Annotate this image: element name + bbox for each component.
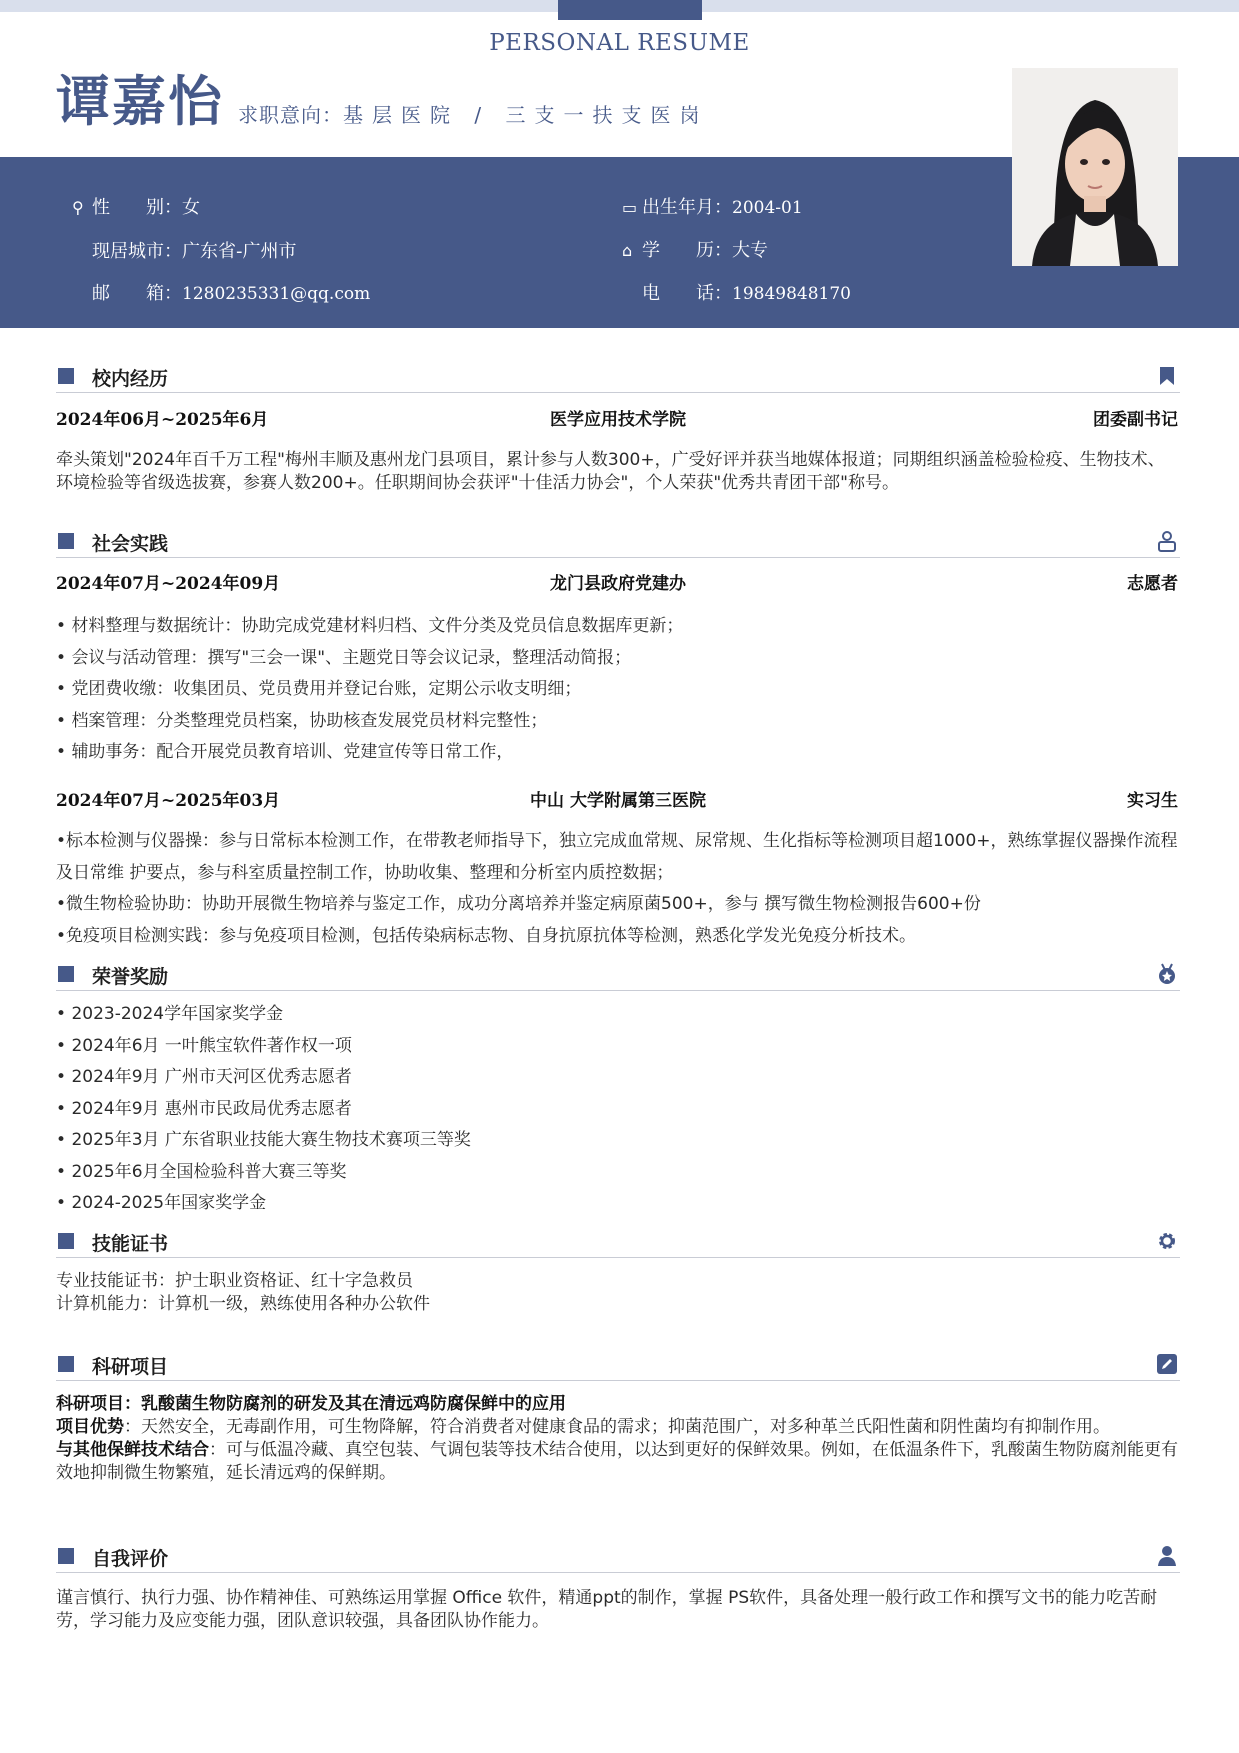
info-city <box>72 237 297 263</box>
practice-row-1 <box>56 569 1180 595</box>
section-title: 荣誉奖励 <box>92 966 169 988</box>
list-item: • 2025年3月 广东省职业技能大赛生物技术赛项三等奖 <box>56 1125 1180 1157</box>
section-skills <box>56 1227 1180 1258</box>
list-item: • 2024年9月 惠州市民政局优秀志愿者 <box>56 1094 1180 1126</box>
section-campus <box>56 362 1180 393</box>
section-self <box>56 1542 1180 1573</box>
research-combination-label: 与其他保鲜技术结合 <box>56 1440 209 1460</box>
list-item: • 微生物检验协助：协助开展微生物培养与鉴定工作，成功分离培养并鉴定病原菌500+，参与 撰写微生物检测报告600+份 <box>56 889 1180 921</box>
campus-role: 团委副书记 <box>1093 410 1178 430</box>
research-combination <box>56 1439 1180 1485</box>
user-icon <box>1156 1545 1178 1567</box>
city-label: 现居城市： <box>92 241 182 262</box>
graduation-cap-icon: ⌂ <box>622 241 633 260</box>
research-body <box>56 1393 1180 1485</box>
profile-photo <box>1012 68 1178 266</box>
person-badge-icon <box>1156 530 1178 552</box>
section-practice <box>56 527 1180 558</box>
practice-org: 龙门县政府党建办 <box>550 574 686 594</box>
info-gender <box>72 193 200 219</box>
candidate-name: 谭嘉怡 <box>56 70 224 133</box>
campus-description: 牵头策划"2024年百千万工程"梅州丰顺及惠州龙门县项目，累计参与人数300+，广受好评并获当地媒体报道；同期组织涵盖检验检疫、生物技术、环境检验等省级选拔赛，参赛人数200+。任职期间协会获评"十佳活力协会"，个人荣获"优秀共青团干部"称号。 <box>56 450 1165 493</box>
section-marker <box>58 1356 74 1372</box>
phone-label: 电 话： <box>642 283 732 304</box>
gender-label: 性 别： <box>92 197 182 218</box>
campus-org: 医学应用技术学院 <box>550 410 686 430</box>
research-project-label: 科研项目： <box>56 1394 141 1414</box>
list-item: • 辅助事务：配合开展党员教育培训、党建宣传等日常工作， <box>56 737 1180 769</box>
list-item: • 标本检测与仪器操：参与日常标本检测工作，在带教老师指导下，独立完成血常规、尿常规、生化指标等检测项目超1000+，熟练掌握仪器操作流程及日常维 护要点，参与科室质量控制工作，协助收集、整理和分析室内质控数据； <box>56 826 1180 889</box>
job-intent-value: 基层医院 / 三支一扶支医岗 <box>343 103 709 127</box>
list-item: • 2024-2025年国家奖学金 <box>56 1188 1180 1220</box>
section-marker <box>58 533 74 549</box>
research-combination-text: ：可与低温冷藏、真空包装、气调包装等技术结合使用，以达到更好的保鲜效果。例如，在低温条件下，乳酸菌生物防腐剂能更有效地抑制微生物繁殖，延长清远鸡的保鲜期。 <box>56 1440 1178 1483</box>
list-item: • 2023-2024学年国家奖学金 <box>56 999 1180 1031</box>
medal-icon <box>1156 963 1178 985</box>
self-evaluation: 谨言慎行、执行力强、协作精神佳、可熟练运用掌握 Office 软件，精通ppt的制作，掌握 PS软件，具备处理一般行政工作和撰写文书的能力吃苦耐劳，学习能力及应变能力强，团队意识较强，具备团队协作能力。 <box>56 1588 1158 1631</box>
practice-org: 中山 大学附属第三医院 <box>530 791 706 811</box>
gender-value: 女 <box>182 197 200 218</box>
honors-list <box>56 999 1180 1220</box>
job-intent <box>238 99 708 128</box>
info-birth <box>622 193 803 219</box>
practice-row-2 <box>56 786 1180 812</box>
section-marker <box>58 1233 74 1249</box>
list-item: • 2024年9月 广州市天河区优秀志愿者 <box>56 1062 1180 1094</box>
skills-lines <box>56 1270 1180 1316</box>
research-advantage-text: ：天然安全，无毒副作用，可生物降解，符合消费者对健康食品的需求；抑菌范围广，对多种革兰氏阳性菌和阴性菌均有抑制作用。 <box>124 1417 1110 1437</box>
practice-role: 志愿者 <box>1127 574 1178 594</box>
edit-icon <box>1156 1353 1178 1375</box>
practice-date: 2024年07月~2024年09月 <box>56 574 281 594</box>
section-marker <box>58 1548 74 1564</box>
practice-date: 2024年07月~2025年03月 <box>56 791 281 811</box>
list-item: • 档案管理：分类整理党员档案，协助核查发展党员材料完整性； <box>56 706 1180 738</box>
research-advantage <box>56 1416 1180 1439</box>
list-item: • 2024年6月 一叶熊宝软件著作权一项 <box>56 1031 1180 1063</box>
bookmark-icon <box>1156 365 1178 387</box>
list-item: • 免疫项目检测实践：参与免疫项目检测，包括传染病标志物、自身抗原抗体等检测，熟悉化学发光免疫分析技术。 <box>56 921 1180 953</box>
top-accent-tab <box>558 0 702 20</box>
section-title: 科研项目 <box>92 1356 169 1378</box>
skill-line: 专业技能证书：护士职业资格证、红十字急救员 <box>56 1271 413 1291</box>
portrait-illustration <box>1012 68 1178 266</box>
job-intent-label: 求职意向： <box>238 103 343 127</box>
phone-value: 19849848170 <box>732 284 851 304</box>
birth-value: 2004-01 <box>732 198 803 218</box>
section-title: 社会实践 <box>92 533 169 555</box>
gear-icon <box>1156 1230 1178 1252</box>
city-value: 广东省-广州市 <box>182 241 297 262</box>
calendar-icon: ▭ <box>622 198 638 217</box>
campus-row <box>56 405 1180 431</box>
practice-role: 实习生 <box>1127 791 1178 811</box>
research-advantage-label: 项目优势 <box>56 1417 124 1437</box>
section-title: 校内经历 <box>92 368 169 390</box>
practice-list-2 <box>56 826 1180 952</box>
email-value: 1280235331@qq.com <box>182 284 371 304</box>
research-project <box>56 1393 1180 1416</box>
gender-icon: ⚲ <box>72 198 84 217</box>
section-honors <box>56 960 1180 991</box>
list-item: • 2025年6月全国检验科普大赛三等奖 <box>56 1157 1180 1189</box>
section-marker <box>58 966 74 982</box>
section-title: 自我评价 <box>92 1548 169 1570</box>
skill-line: 计算机能力：计算机一级，熟练使用各种办公软件 <box>56 1294 430 1314</box>
section-marker <box>58 368 74 384</box>
info-education <box>622 236 768 262</box>
education-value: 大专 <box>732 240 768 261</box>
list-item: • 会议与活动管理：撰写"三会一课"、主题党日等会议记录，整理活动简报； <box>56 643 1180 675</box>
section-research <box>56 1350 1180 1381</box>
research-project-title: 乳酸菌生物防腐剂的研发及其在清远鸡防腐保鲜中的应用 <box>141 1394 566 1414</box>
campus-date: 2024年06月~2025年6月 <box>56 410 269 430</box>
list-item: • 材料整理与数据统计：协助完成党建材料归档、文件分类及党员信息数据库更新； <box>56 611 1180 643</box>
resume-title: PERSONAL RESUME <box>489 30 750 56</box>
practice-list-1 <box>56 611 1180 769</box>
info-phone <box>622 279 851 305</box>
education-label: 学 历： <box>642 240 732 261</box>
birth-label: 出生年月： <box>642 197 732 218</box>
list-item: • 党团费收缴：收集团员、党员费用并登记台账，定期公示收支明细； <box>56 674 1180 706</box>
section-title: 技能证书 <box>92 1233 169 1255</box>
email-label: 邮 箱： <box>92 283 182 304</box>
info-email <box>72 279 370 305</box>
